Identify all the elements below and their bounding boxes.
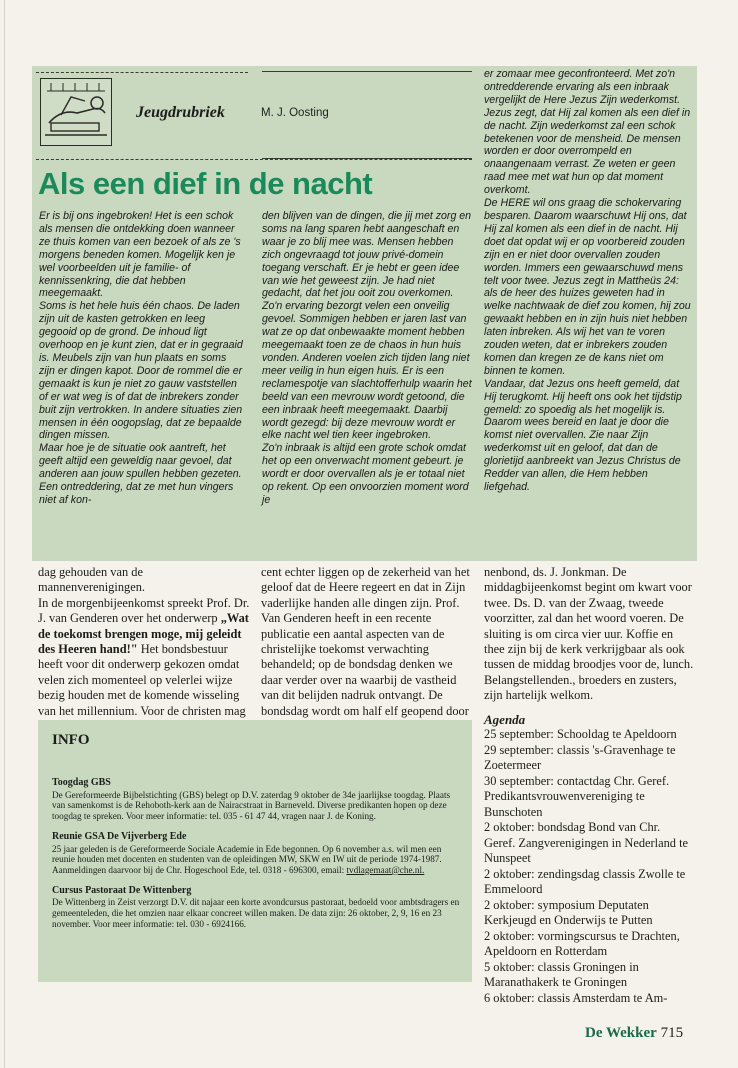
info-item-heading: Reunie GSA De Vijverberg Ede — [52, 830, 187, 842]
info-item-text: De Wittenberg in Zeist verzorgt D.V. dit najaar een korte avondcursus pastoraat, bedoeld voor ambtsdragers en gemeenteleden, die het omzien naar elkaar concreet willen maken. De data zijn: 26 oktober, 2, 9, 16 en 23 november. Voor meer informatie: tel. 030 - 6924166. — [52, 897, 460, 929]
article-column-3 — [484, 68, 692, 494]
rubric-title: Jeugdrubriek — [136, 104, 225, 121]
reading-person-icon — [41, 79, 111, 145]
info-item — [52, 886, 462, 930]
agenda-item: 30 september: contactdag Chr. Geref. Predikantsvrouwenvereniging te Bunschoten — [484, 773, 670, 819]
info-item-heading: Toogdag GBS — [52, 777, 111, 788]
paragraph: cent echter liggen op de zekerheid van het geloof dat de Heere regeert en dat in Zijn vaderlijke handen alle dingen zijn. Prof. Van Genderen heeft in een recente publicatie een aantal aspecten van de christelijke toekomst verwachting behandeld; op de bondsdag denken we daar verder over na waarbij de vastheid van dit belijden nadruk ontvangt. De bondsdag wordt om half elf geopend door — [261, 565, 470, 718]
agenda-item: 6 oktober: classis Amsterdam te Am- — [484, 990, 668, 1005]
agenda-item: 29 september: classis 's-Gravenhage te Zoetermeer — [484, 742, 676, 772]
lead-text: In de morgenbijeenkomst spreekt Prof. Dr. J. van Genderen over het onderwerp — [38, 595, 250, 626]
agenda-item: 25 september: Schooldag te Apeldoorn — [484, 727, 677, 741]
info-item-heading: Cursus Pastoraat De Wittenberg — [52, 884, 192, 896]
body-column-1 — [38, 565, 250, 734]
header-dashed-rule-bottom — [36, 159, 472, 160]
lecture-title: „Wat de toekomst brengen moge, mij geleidt des Heeren hand!" — [38, 611, 249, 657]
rubric-illustration — [40, 78, 112, 146]
magazine-name: De Wekker — [585, 1025, 657, 1041]
paragraph: Zo'n ervaring bezorgt velen een onveilig gevoel. Sommigen hebben er jaren last van wat ze op dat onbewaakte moment hebben meegemaakt toen ze de chaos in hun huis vonden. Anderen voelen zich tijden lang niet meer veilig in hun eigen huis. Er is een reclamespotje van slachtofferhulp waarin het beeld van een mevrouw wordt getoond, die een inbraak heeft meegemaakt. Daarbij wordt gezegd: bij deze mevrouw wordt er elke nacht wel tien keer ingebroken. — [262, 300, 472, 442]
agenda-item: 2 oktober: vormingscursus te Drachten, Apeldoorn en Rotterdam — [484, 928, 680, 958]
author-name: M. J. Oosting — [261, 107, 329, 119]
header-rule-bottom — [262, 158, 472, 159]
body-column-2 — [261, 565, 475, 734]
info-item-text: 25 jaar geleden is de Gereformeerde Sociale Academie in Ede begonnen. Op 6 november a.s. wil men een reunie houden met docenten en studenten van de opleidingen MW, SKW en IW uit de periode 1974-1987. Aanmeldingen daarvoor bij de Chr. Hogeschool Ede, tel. 0318 - 696300, email: — [52, 843, 442, 875]
paragraph: er zomaar mee geconfronteerd. Met zo'n ontredderende ervaring als een inbraak vergelijkt de Here Jezus Zijn wederkomst. Jezus zegt, dat Hij zal komen als een dief in de nacht. Zijn wederkomst zal een schok betekenen voor de mensheid. De mensen worden er door overrompeld en onaangenaam verrast. Ze weten er geen raad mee met wat hun op dat moment overkomt. — [484, 68, 691, 197]
info-item — [52, 778, 462, 822]
page-number: 715 — [660, 1025, 684, 1041]
paragraph: De HERE wil ons graag die schokervaring besparen. Daarom waarschuwt Hij ons, dat Hij zal komen als een dief in de nacht. Hij doet dat opdat wij er op voorbereid zouden zijn en er niet door overvallen zouden worden. Immers een gewaarschuwd mens telt voor twee. Jezus zegt in Mattheüs 24: als de heer des huizes geweten had in welke nachtwaak de dief zou komen, hij zou gewaakt hebben en in zijn huis niet hebben laten inbreken. Als wij het van te voren zouden weten, dat er inbrekers zouden komen dan kregen ze de kans niet om binnen te komen. — [484, 197, 691, 377]
info-items — [52, 778, 462, 939]
paragraph: Maar hoe je de situatie ook aantreft, het geeft altijd een geweldig naar gevoel, dat anderen aan jouw spullen hebben gezeten. Een ontreddering, dat ze met hun vingers niet af kon- — [39, 442, 242, 506]
body-column-3 — [484, 565, 694, 704]
paragraph: nenbond, ds. J. Jonkman. De middagbijeenkomst begint om kwart voor twee. Ds. D. van der Zwaag, tweede voorzitter, zal dan het woord voeren. De sluiting is om circa vier uur. Koffie en thee zijn bij de kerk verkrijgbaar als ook tussen de middag broodjes voor de, lunch. Belangstellenden., broeders en zusters, zijn hartelijk welkom. — [484, 565, 694, 703]
agenda-item: 5 oktober: classis Groningen in Maranathakerk te Groningen — [484, 959, 639, 989]
header-dashed-rule-top — [36, 72, 248, 73]
paragraph: Soms is het hele huis één chaos. De laden zijn uit de kasten getrokken en leeg gegooid op de grond. De inhoud ligt overhoop en je kunt zien, dat er in gegraaid is. Meubels zijn van hun plaats en soms zijn er dingen kapot. Door de rommel die er gemaakt is kun je niet zo gauw vaststellen of er wat weg is of dat de inbrekers zonder buit zijn vertrokken. In andere situaties zien mensen in één oogopslag, dat ze bepaalde dingen missen. — [39, 300, 243, 442]
agenda-title: Agenda — [484, 712, 526, 727]
info-title: INFO — [52, 732, 90, 748]
info-item-paragraph — [52, 844, 462, 876]
info-item — [52, 832, 462, 876]
body-text: Het bondsbestuur heeft voor dit onderwerp gekozen omdat velen zich momenteel op velerlei wijze bezig houden met de komende wisseling van het millennium. Voor de christen mag — [38, 642, 246, 718]
email-link[interactable]: tvdlagemaat@che.nl. — [346, 864, 425, 875]
header-rule-top — [262, 71, 472, 72]
article-column-2 — [262, 210, 472, 507]
agenda-item: 2 oktober: zendingsdag classis Zwolle te Emmeloord — [484, 866, 686, 896]
paragraph: dag gehouden van de mannenverenigingen. — [38, 565, 146, 595]
agenda-list — [484, 727, 694, 1006]
paragraph: Er is bij ons ingebroken! Het is een schok als mensen die ontdekking doen wanneer ze thuis komen van een bezoek of als ze 's morgens beneden komen. Mogelijk ken je wel voorbeelden uit je familie- of kennissenkring, die dat hebben meegemaakt. — [39, 210, 241, 300]
article-column-1 — [39, 210, 244, 507]
agenda-item: 2 oktober: symposium Deputaten Kerkjeugd en Onderwijs te Putten — [484, 897, 653, 927]
agenda-item: 2 oktober: bondsdag Bond van Chr. Geref. Zangverenigingen in Nederland te Nunspeet — [484, 820, 689, 865]
article-headline: Als een dief in de nacht — [38, 166, 373, 201]
page-footer — [585, 1025, 683, 1042]
paragraph: Zo'n inbraak is altijd een grote schok omdat het op een onverwacht moment gebeurt. je wordt er door overvallen als je er totaal niet op rekent. Op een onvoorzien moment word je — [262, 442, 469, 506]
paragraph — [38, 596, 250, 735]
page-edge-line — [4, 0, 5, 1068]
info-item-text: De Gereformeerde Bijbelstichting (GBS) belegt op D.V. zaterdag 9 oktober de 34e jaarlijkse toogdag. Plaats van samenkomst is de Rehoboth-kerk aan de Nairacstraat in Barneveld. Diverse predikanten hopen op deze toogdag te spreken. Voor meer informatie: tel. 035 - 61 47 44, vragen naar J. de Koning. — [52, 789, 451, 822]
paragraph: den blijven van de dingen, die jij met zorg en soms na lang sparen hebt aangeschaft en waar je zo blij mee was. Mensen hebben zich ongevraagd tot jouw privé-domein toegang verschaft. Er je hebt er geen idee van wie het geweest zijn. Je had niet gedacht, dat het jou ooit zou overkomen. — [262, 210, 472, 300]
paragraph: Vandaar, dat Jezus ons heeft gemeld, dat Hij terugkomt. Hij heeft ons ook het tijdstip gemeld: zo spoedig als het mogelijk is. Daarom wees bereid en laat je door die komst niet overvallen. Zie naar Zijn wederkomst uit en geloof, dat dan de glorietijd aanbreekt van Jezus Christus de Redder van allen, die Hem hebben liefgehad. — [484, 377, 682, 493]
